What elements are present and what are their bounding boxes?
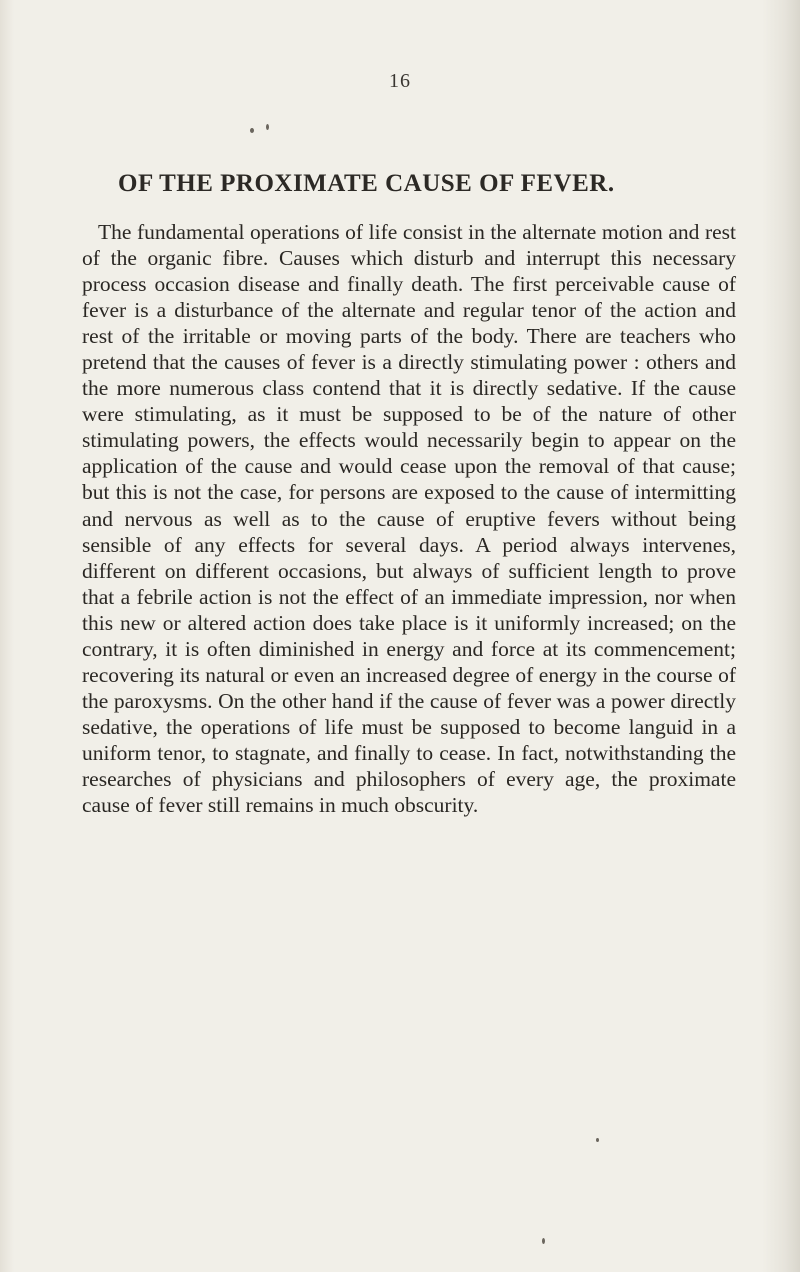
- ink-speck: [596, 1138, 599, 1142]
- ink-speck: [250, 128, 254, 133]
- chapter-title: OF THE PROXIMATE CAUSE OF FEVER.: [118, 170, 615, 197]
- ink-speck: [266, 124, 269, 130]
- page-shadow-right: [762, 0, 800, 1272]
- page-number: 16: [389, 70, 411, 92]
- page-shadow-left: [0, 0, 14, 1272]
- ink-speck: [542, 1238, 545, 1244]
- body-paragraph: The fundamental operations of life consist in the alternate motion and rest of the organic fibre. Causes which disturb and interrupt this necessary process occasion disease and finally death. The first perceivable cause of fever is a disturbance of the alternate and regular tenor of the action and rest of the irritable or moving parts of the body. There are teachers who pretend that the causes of fever is a directly stimulating power : others and the more numerous class contend that it is directly sedative. If the cause were stimulating, as it must be supposed to be of the nature of other stimulating powers, the effects would necessarily begin to appear on the application of the cause and would cease upon the removal of that cause; but this is not the case, for persons are exposed to the cause of intermitting and nervous as well as to the cause of eruptive fevers without being sensible of any effects for several days. A period always intervenes, different on different occasions, but always of sufficient length to prove that a febrile action is not the effect of an immediate impression, nor when this new or altered action does take place is it uniformly increased; on the contrary, it is often diminished in energy and force at its commencement; recovering its natural or even an increased degree of energy in the course of the paroxysms. On the other hand if the cause of fever was a power directly sedative, the operations of life must be supposed to become languid in a uniform tenor, to stagnate, and finally to cease. In fact, notwithstanding the researches of physicians and philosophers of every age, the proximate cause of fever still remains in much obscurity.: [82, 220, 736, 818]
